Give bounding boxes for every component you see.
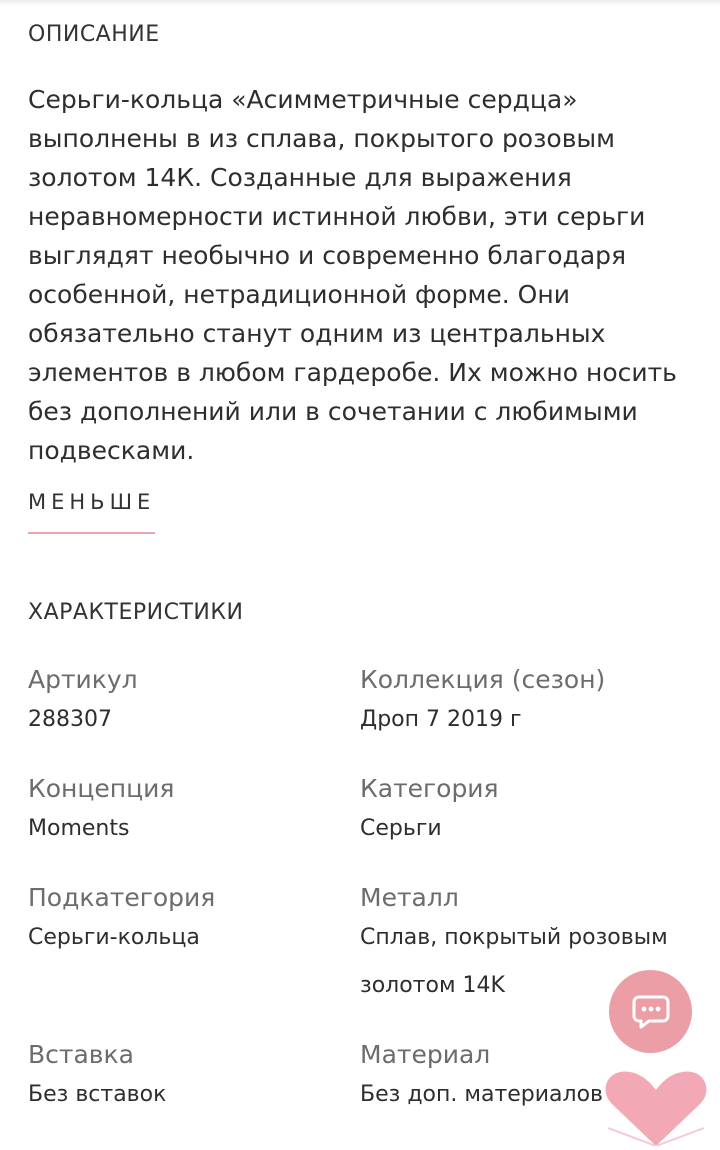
spec-value: Без доп. материалов xyxy=(360,1082,604,1107)
show-less-underline xyxy=(28,532,155,534)
spec-label: Концепция xyxy=(28,774,175,803)
spec-insert xyxy=(28,1039,368,1119)
chat-button[interactable] xyxy=(609,970,692,1053)
specs-title: ХАРАКТЕРИСТИКИ xyxy=(28,600,244,625)
description-title: ОПИСАНИЕ xyxy=(28,22,160,47)
spec-label: Металл xyxy=(360,883,459,912)
spec-label: Материал xyxy=(360,1040,491,1069)
favorites-heart-button[interactable] xyxy=(604,1068,708,1146)
spec-label: Артикул xyxy=(28,665,138,694)
description-text: Серьги-кольца «Асимметричные сердца» выполнены в из сплава, покрытого розовым золотом 14К. Созданные для выражения неравномерности истинной любви, эти серьги выглядят необычно и современно благодаря особенной, нетрадиционной форме. Они обязательно станут одним из центральных элементов в любом гардеробе. Их можно носить без дополнений или в сочетании с любимыми подвесками. xyxy=(28,85,677,465)
spec-article xyxy=(28,664,368,744)
spec-label: Вставка xyxy=(28,1040,134,1069)
chat-bubble-icon xyxy=(631,994,671,1030)
spec-value: Moments xyxy=(28,816,130,841)
show-less-button[interactable]: МЕНЬШЕ xyxy=(28,490,156,514)
spec-value: Серьги-кольца xyxy=(28,925,200,950)
spec-value: Сплав, покрытый розовым золотом 14K xyxy=(360,925,668,998)
spec-category xyxy=(360,773,700,853)
spec-label: Категория xyxy=(360,774,499,803)
spec-value: 288307 xyxy=(28,707,112,732)
spec-value: Серьги xyxy=(360,816,442,841)
spec-collection xyxy=(360,664,700,744)
spec-value: Дроп 7 2019 г xyxy=(360,707,522,732)
heart-icon xyxy=(604,1068,708,1146)
spec-label: Коллекция (сезон) xyxy=(360,665,606,694)
spec-subcategory xyxy=(28,882,368,962)
spec-concept xyxy=(28,773,368,853)
top-shadow xyxy=(0,0,720,6)
spec-label: Подкатегория xyxy=(28,883,216,912)
spec-value: Без вставок xyxy=(28,1082,167,1107)
